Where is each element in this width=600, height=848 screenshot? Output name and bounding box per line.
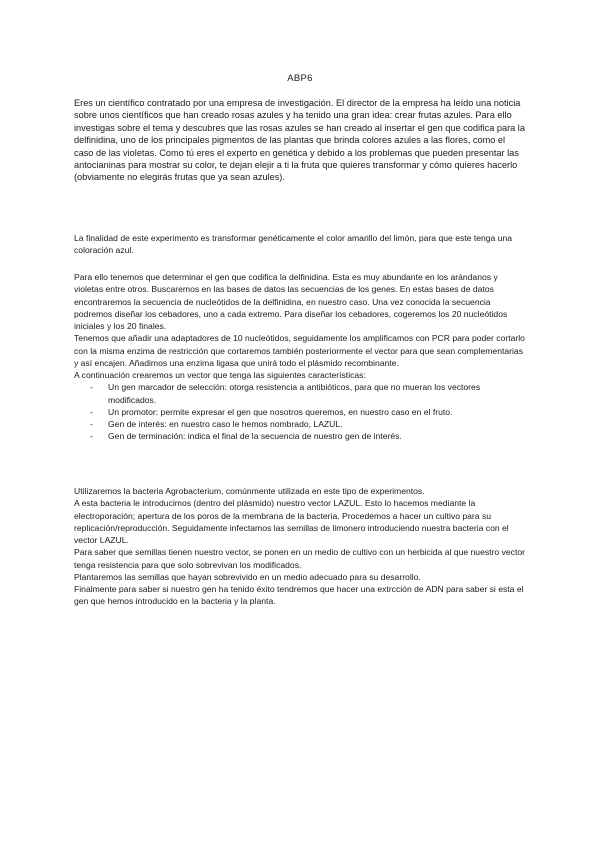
- list-item-text: Gen de interés: en nuestro caso le hemos nombrado, LAZUL.: [108, 419, 343, 429]
- bacteria-paragraph-2: A esta bacteria le introducimos (dentro del plásmido) nuestro vector LAZUL. Esto lo hacemos mediante la electroporación; apertura de los poros de la membrana de la bacteria. Procedemos a hacer un cultivo para su replicación/reproducción. Seguidamente infectamos las semillas de limonero introduciendo nuestra bacteria con el vector LAZUL.: [74, 498, 509, 545]
- intro-section: [74, 97, 526, 184]
- list-item-text: Un promotor: permite expresar el gen que nosotros queremos, en nuestro caso en el fruto.: [108, 406, 453, 417]
- list-item: [74, 430, 526, 442]
- procedure-paragraph-3: A continuación crearemos un vector que tenga las siguientes características:: [74, 370, 366, 380]
- list-dash: -: [90, 406, 93, 417]
- bacteria-paragraph-4: Plantaremos las semillas que hayan sobrevivido en un medio adecuado para su desarrollo.: [74, 571, 421, 582]
- procedure-section: [74, 271, 526, 443]
- list-item-text: Un gen marcador de selección: otorga resistencia a antibióticos, para que no mueran los vectores modificados.: [108, 382, 481, 405]
- purpose-paragraph: La finalidad de este experimento es transformar genéticamente el color amarillo del limón, para que este tenga una coloración azul.: [74, 233, 513, 256]
- bacteria-section: [74, 485, 526, 608]
- vector-characteristics-list: [74, 381, 526, 442]
- list-dash: -: [90, 382, 93, 393]
- procedure-paragraph-2: Tenemos que añadir una adaptadores de 10 nucleótidos, seguidamente los amplificamos con PCR para poder cortarlo con la misma enzima de restricción que cortaremos también posteriormente el vector para que sean complementarias y así encajen. Añadimos una enzima ligasa que unirá todo el plásmido recombinante.: [74, 333, 525, 368]
- intro-paragraph: Eres un científico contratado por una empresa de investigación. El director de la empresa ha leído una noticia sobre unos científicos que han creado rosas azules y ha tenido una gran idea: crear frutas azules. Para ello investigas sobre el tema y descubres que las rosas azules se han creado al insertar el gen que codifica para la delfinidina, uno de los principales pigmentos de las plantas que brinda colores azules a las flores, como el caso de las violetas. Como tú eres el experto en genética y debido a los problemas que pueden presentar las antocianinas para mostrar su color, te dejan elejir a ti la fruta que quieres transformar y cómo quieres hacerlo (obviamente no elegirás frutas que ya sean azules).: [74, 98, 525, 183]
- list-item: [74, 381, 526, 406]
- list-item: [74, 418, 526, 430]
- bacteria-paragraph-5: Finalmente para saber si nuestro gen ha tenido éxito tendremos que hacer una extrcción de ADN para saber si esta el gen que hemos introducido en la bacteria y la planta.: [74, 584, 524, 607]
- purpose-section: [74, 232, 526, 257]
- bacteria-paragraph-1: Utilizaremos la bacteria Agrobacterium, comúnmente utilizada en este tipo de experimentos.: [74, 486, 425, 496]
- list-item: [74, 406, 526, 418]
- list-dash: -: [90, 419, 93, 429]
- list-item-text: Gen de terminación: indica el final de la secuencia de nuestro gen de interés.: [108, 431, 402, 442]
- bacteria-paragraph-3: Para saber que semillas tienen nuestro vector, se ponen en un medio de cultivo con un herbicida al que nuestro vector tenga resistencia para que solo sobrevivan los modificados.: [74, 547, 525, 570]
- page-title: ABP6: [287, 73, 313, 84]
- list-dash: -: [90, 431, 93, 442]
- procedure-paragraph-1: Para ello tenemos que determinar el gen que codifica la delfinidina. Esta es muy abundante en los arándanos y violetas entre otros. Buscaremos en las bases de datos las secuencias de los genes. En estas bases de datos encontraremos la secuencia de nucleótidos de la delfinidina, en nuestro caso. Una vez conocida la secuencia podremos diseñar los cebadores, uno a cada extremo. Para diseñar los cebadores, cogeremos los 20 nucleótidos iniciales y los 20 finales.: [74, 272, 508, 331]
